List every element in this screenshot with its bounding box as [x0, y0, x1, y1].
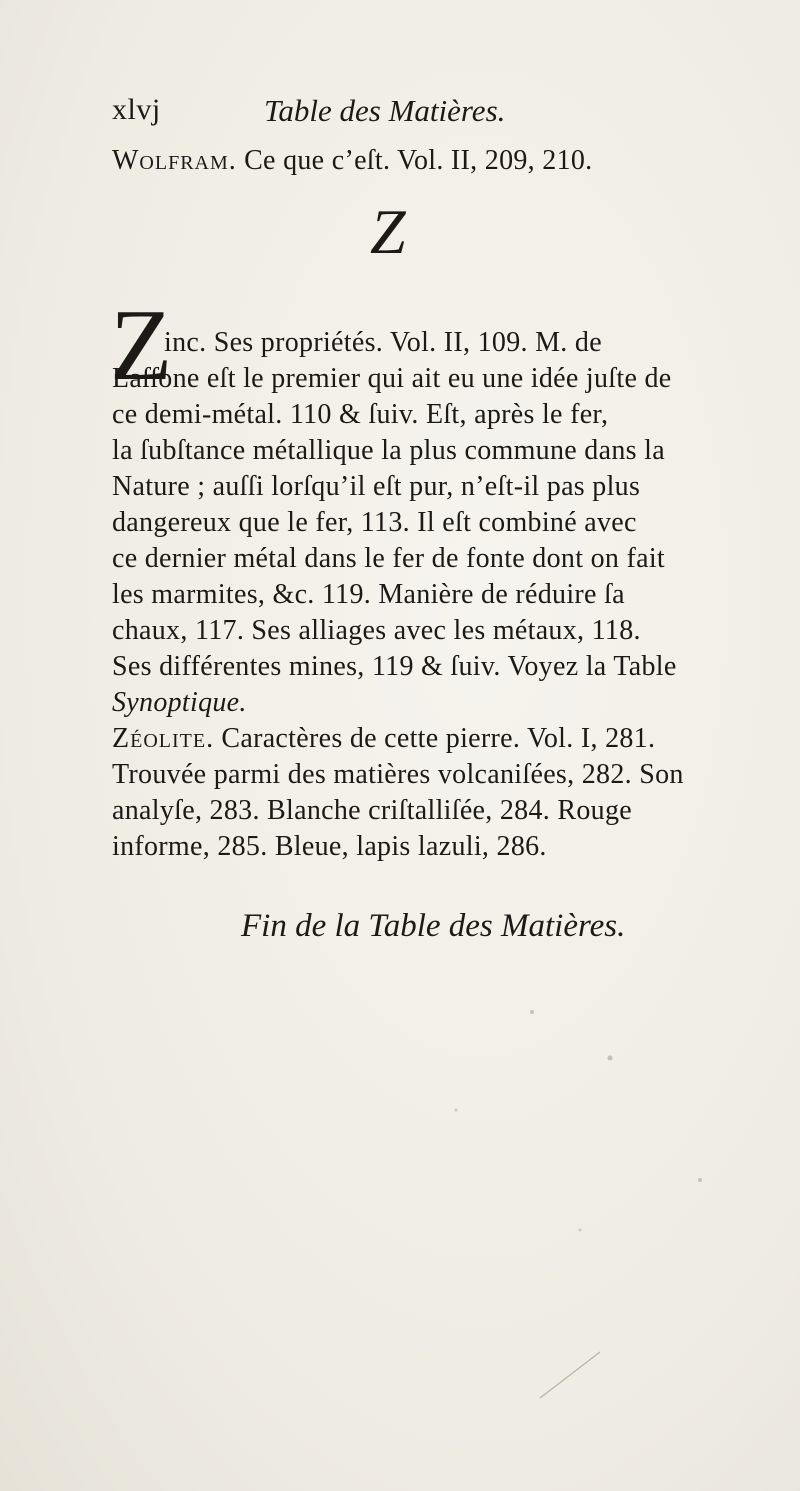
zeolite-line: [112, 793, 632, 829]
zinc-line: [112, 685, 247, 721]
zinc-line-text: Ses différentes mines, 119 & ſuiv. Voyez la Table: [112, 651, 677, 682]
zinc-line-text: ce dernier métal dans le fer de fonte dont on fait: [112, 543, 665, 574]
zeolite-line-text: informe, 285. Bleue, lapis lazuli, 286.: [112, 831, 547, 862]
end-of-table-note: Fin de la Table des Matières.: [241, 908, 626, 944]
zinc-line-text: Laſſone eſt le premier qui ait eu une idée juſte de: [112, 363, 672, 394]
zinc-line: [112, 613, 641, 649]
zinc-line-text: Nature ; auſſi lorſqu’il eſt pur, n’eſt-il pas plus: [112, 471, 641, 502]
entry-text-wolfram: Ce que c’eſt. Vol. II, 209, 210.: [236, 145, 593, 176]
zinc-line: [112, 649, 677, 685]
zinc-line-text: inc. Ses propriétés. Vol. II, 109. M. de: [164, 327, 602, 358]
zinc-line-text: les marmites, &c. 119. Manière de réduire ſa: [112, 579, 625, 610]
entry-wolfram: [112, 143, 592, 179]
page-header: [112, 93, 762, 133]
zinc-line: [112, 505, 637, 541]
zeolite-line-text: analyſe, 283. Blanche criſtalliſée, 284. Rouge: [112, 795, 632, 826]
entry-head-zeolite: Zéolite.: [112, 723, 215, 754]
zinc-line: [112, 469, 640, 505]
entry-head-wolfram: Wolfram.: [112, 145, 237, 176]
zinc-line: [112, 397, 608, 433]
section-letter-z: Z: [370, 196, 406, 267]
zeolite-line-text: Caractères de cette pierre. Vol. I, 281.: [214, 723, 656, 754]
zinc-line-text: ce demi-métal. 110 & ſuiv. Eſt, après le fer,: [112, 399, 609, 430]
zinc-line: [112, 577, 625, 613]
page-number: xlvj: [112, 93, 161, 126]
zeolite-line: [112, 829, 547, 865]
zinc-line: [112, 541, 665, 577]
zinc-line-text: Synoptique.: [112, 687, 247, 718]
zinc-line-text: chaux, 117. Ses alliages avec les métaux, 118.: [112, 615, 641, 646]
zinc-line: [112, 361, 672, 397]
zinc-line: [112, 433, 665, 469]
zeolite-line: [112, 757, 684, 793]
zinc-line-text: dangereux que le fer, 113. Il eſt combiné avec: [112, 507, 637, 538]
running-title: Table des Matières.: [264, 93, 506, 128]
zeolite-line: [112, 721, 655, 757]
zinc-line: [164, 325, 602, 361]
zinc-line-text: la ſubſtance métallique la plus commune dans la: [112, 435, 665, 466]
zeolite-line-text: Trouvée parmi des matières volcaniſées, 282. Son: [112, 759, 684, 790]
drop-cap: Z: [110, 289, 173, 402]
